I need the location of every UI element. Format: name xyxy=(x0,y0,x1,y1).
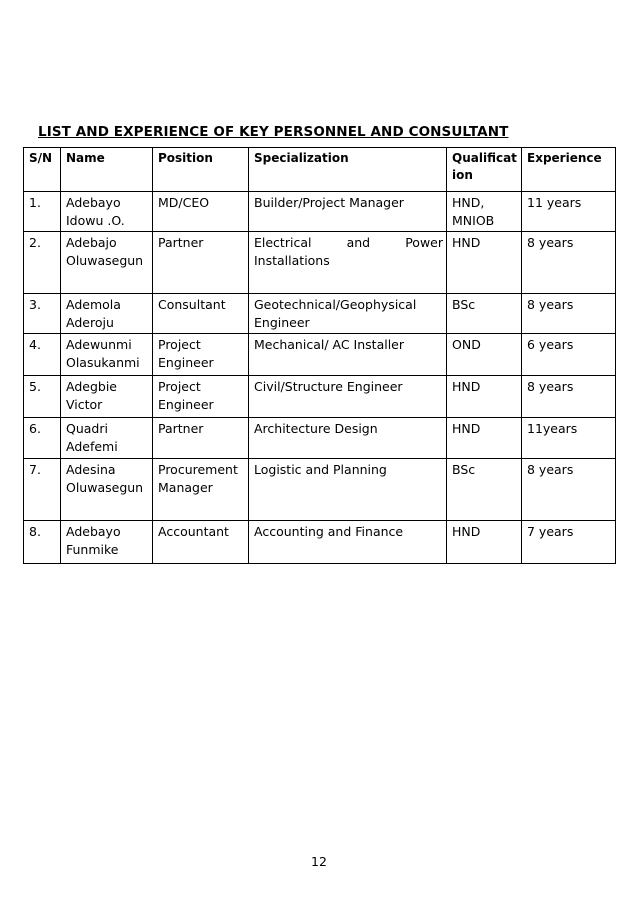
position-line2: Manager xyxy=(158,480,213,495)
position-line1: MD/CEO xyxy=(158,195,210,210)
position-line1: Project xyxy=(158,337,201,352)
specialization-line1: Civil/Structure Engineer xyxy=(254,379,403,394)
cell-specialization xyxy=(249,232,447,294)
cell-experience: 8 years xyxy=(522,232,616,294)
cell-qualification xyxy=(447,334,522,376)
cell-sn: 7. xyxy=(24,459,61,521)
cell-sn: 1. xyxy=(24,192,61,232)
table-row xyxy=(24,459,616,521)
page-number: 12 xyxy=(311,854,327,869)
cell-specialization xyxy=(249,334,447,376)
table-row xyxy=(24,334,616,376)
name-line1: Quadri xyxy=(66,421,108,436)
cell-position xyxy=(153,418,249,459)
cell-sn: 6. xyxy=(24,418,61,459)
cell-experience: 11years xyxy=(522,418,616,459)
qualification-line1: HND xyxy=(452,379,481,394)
name-line1: Adebajo xyxy=(66,235,117,250)
cell-name xyxy=(61,376,153,418)
position-line2: Engineer xyxy=(158,355,214,370)
specialization-line1: Logistic and Planning xyxy=(254,462,387,477)
header-name: Name xyxy=(61,148,153,192)
table-header-row xyxy=(24,148,616,192)
cell-position xyxy=(153,521,249,564)
cell-name xyxy=(61,521,153,564)
table-row xyxy=(24,418,616,459)
table-row xyxy=(24,521,616,564)
specialization-word: Power xyxy=(405,235,443,250)
position-line1: Partner xyxy=(158,235,204,250)
cell-position xyxy=(153,334,249,376)
cell-position xyxy=(153,192,249,232)
name-line1: Adebayo xyxy=(66,524,121,539)
name-line2: Victor xyxy=(66,397,103,412)
cell-qualification xyxy=(447,232,522,294)
cell-sn: 2. xyxy=(24,232,61,294)
cell-experience: 8 years xyxy=(522,376,616,418)
specialization-line1: Geotechnical/Geophysical xyxy=(254,297,417,312)
cell-experience: 6 years xyxy=(522,334,616,376)
personnel-table xyxy=(23,147,616,564)
cell-position xyxy=(153,232,249,294)
specialization-line1: Mechanical/ AC Installer xyxy=(254,337,405,352)
cell-experience: 8 years xyxy=(522,294,616,334)
document-heading: LIST AND EXPERIENCE OF KEY PERSONNEL AND CONSULTANT xyxy=(38,124,509,140)
cell-qualification xyxy=(447,192,522,232)
header-specialization: Specialization xyxy=(249,148,447,192)
cell-specialization xyxy=(249,418,447,459)
position-line1: Project xyxy=(158,379,201,394)
cell-specialization xyxy=(249,459,447,521)
cell-name xyxy=(61,334,153,376)
name-line1: Adewunmi xyxy=(66,337,132,352)
name-line2: Adefemi xyxy=(66,439,118,454)
cell-position xyxy=(153,294,249,334)
specialization-line2: Engineer xyxy=(254,315,310,330)
name-line2: Oluwasegun xyxy=(66,253,144,268)
specialization-line2: Installations xyxy=(254,253,330,268)
table-row xyxy=(24,232,616,294)
position-line2: Engineer xyxy=(158,397,214,412)
cell-sn: 4. xyxy=(24,334,61,376)
cell-name xyxy=(61,192,153,232)
position-line1: Consultant xyxy=(158,297,226,312)
cell-name xyxy=(61,232,153,294)
specialization-word: and xyxy=(346,235,371,250)
name-line2: Idowu .O. xyxy=(66,213,125,228)
cell-qualification xyxy=(447,294,522,334)
qualification-line1: BSc xyxy=(452,462,476,477)
cell-specialization xyxy=(249,294,447,334)
cell-sn: 8. xyxy=(24,521,61,564)
cell-sn: 5. xyxy=(24,376,61,418)
name-line2: Oluwasegun xyxy=(66,480,144,495)
specialization-line1 xyxy=(254,234,443,252)
name-line1: Ademola xyxy=(66,297,121,312)
cell-experience: 11 years xyxy=(522,192,616,232)
qualification-line1: BSc xyxy=(452,297,476,312)
qualification-line1: HND, xyxy=(452,195,485,210)
header-qualification xyxy=(447,148,522,192)
header-qualification-line2: ion xyxy=(452,168,473,182)
cell-qualification xyxy=(447,418,522,459)
header-qualification-line1: Qualificat xyxy=(452,151,517,165)
table-row xyxy=(24,192,616,232)
table-row xyxy=(24,294,616,334)
cell-specialization xyxy=(249,192,447,232)
cell-specialization xyxy=(249,521,447,564)
specialization-line1: Architecture Design xyxy=(254,421,378,436)
position-line1: Partner xyxy=(158,421,204,436)
cell-specialization xyxy=(249,376,447,418)
qualification-line1: HND xyxy=(452,235,481,250)
header-sn: S/N xyxy=(24,148,61,192)
qualification-line2: MNIOB xyxy=(452,213,495,228)
name-line2: Aderoju xyxy=(66,315,114,330)
qualification-line1: HND xyxy=(452,524,481,539)
name-line2: Olasukanmi xyxy=(66,355,140,370)
header-experience: Experience xyxy=(522,148,616,192)
table-row xyxy=(24,376,616,418)
name-line1: Adesina xyxy=(66,462,116,477)
name-line1: Adegbie xyxy=(66,379,117,394)
name-line1: Adebayo xyxy=(66,195,121,210)
cell-name xyxy=(61,418,153,459)
cell-position xyxy=(153,376,249,418)
cell-qualification xyxy=(447,521,522,564)
specialization-line1: Accounting and Finance xyxy=(254,524,404,539)
cell-name xyxy=(61,459,153,521)
cell-name xyxy=(61,294,153,334)
position-line1: Procurement xyxy=(158,462,238,477)
cell-sn: 3. xyxy=(24,294,61,334)
cell-position xyxy=(153,459,249,521)
specialization-word: Electrical xyxy=(254,235,312,250)
cell-experience: 7 years xyxy=(522,521,616,564)
position-line1: Accountant xyxy=(158,524,229,539)
qualification-line1: HND xyxy=(452,421,481,436)
cell-qualification xyxy=(447,459,522,521)
name-line2: Funmike xyxy=(66,542,119,557)
cell-experience: 8 years xyxy=(522,459,616,521)
specialization-line1: Builder/Project Manager xyxy=(254,195,404,210)
qualification-line1: OND xyxy=(452,337,481,352)
header-position: Position xyxy=(153,148,249,192)
cell-qualification xyxy=(447,376,522,418)
